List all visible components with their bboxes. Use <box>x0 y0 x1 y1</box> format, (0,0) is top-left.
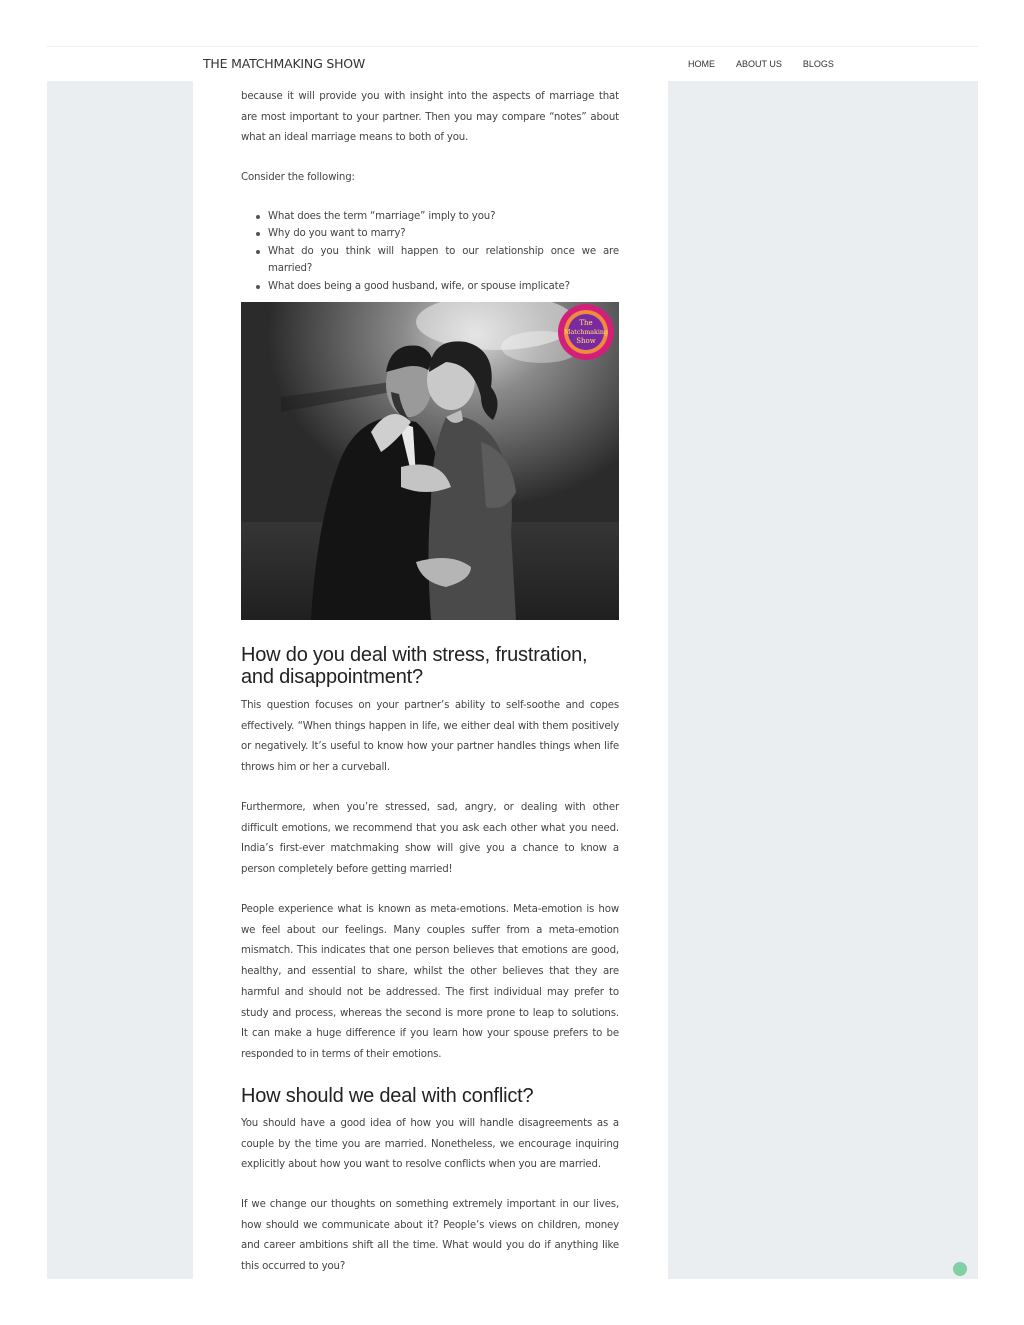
conflict-paragraph-1: You should have a good idea of how you will handle disagreements as a couple by the time you are married. Nonetheless, we encourage inquiring explicitly about how you want to resolve conflicts when you are married. <box>241 1118 619 1171</box>
conflict-paragraph-2: If we change our thoughts on something extremely important in our lives, how should we communicate about it? People’s views on children, money and career ambitions shift all the time. What would you do if anything like this occurred to you? <box>241 1199 619 1273</box>
stress-paragraph-3: People experience what is known as meta-emotions. Meta-emotion is how we feel about our feelings. Many couples suffer from a meta-emotion mismatch. This indicates that one person believes that emotions are good, healthy, and essential to share, whilst the other believes that they are harmful and should not be addressed. The first individual may prefer to study and process, whereas the second is more prone to leap to solutions. It can make a huge difference if you learn how your spouse prefers to be responded to in terms of their emotions. <box>241 904 619 1060</box>
list-item: What does being a good husband, wife, or spouse implicate? <box>241 278 619 295</box>
main-nav <box>688 59 855 69</box>
intro-paragraph: because it will provide you with insight into the aspects of marriage that are most important to your partner. Then you may compare “notes” about what an ideal marriage means to both of you. <box>241 91 619 144</box>
consider-label: Consider the following: <box>241 172 355 183</box>
couple-photo <box>241 302 619 620</box>
nav-blogs[interactable]: BLOGS <box>802 59 834 69</box>
stress-paragraph-1: This question focuses on your partner’s ability to self-soothe and copes effectively. “When things happen in life, we either deal with them positively or negatively. It’s useful to know how your partner handles things when life throws him or her a curveball. <box>241 700 619 774</box>
nav-home[interactable]: HOME <box>688 59 715 69</box>
scroll-to-top-button[interactable] <box>953 1262 967 1276</box>
list-item: What does the term “marriage” imply to you? <box>241 208 619 225</box>
list-item: What do you think will happen to our relationship once we are married? <box>241 243 619 278</box>
svg-text:Show: Show <box>576 337 596 345</box>
stress-paragraph-2: Furthermore, when you’re stressed, sad, angry, or dealing with other difficult emotions, we recommend that you ask each other what you need. India’s first-ever matchmaking show will give you a chance to know a person completely before getting married! <box>241 802 619 876</box>
site-title[interactable]: THE MATCHMAKING SHOW <box>203 56 366 71</box>
section-heading-conflict: How should we deal with conflict? <box>241 1085 534 1107</box>
matchmaking-show-logo <box>558 304 614 360</box>
section-heading-stress: How do you deal with stress, frustration, and disappointment? <box>241 644 588 688</box>
svg-text:Matchmaking: Matchmaking <box>564 329 608 336</box>
questions-list <box>241 208 619 295</box>
list-item: Why do you want to marry? <box>241 225 619 242</box>
svg-text:The: The <box>579 319 593 327</box>
site-header <box>47 46 978 81</box>
page-frame <box>47 46 978 1279</box>
content-column <box>193 46 668 1279</box>
nav-about-us[interactable]: ABOUT US <box>736 59 782 69</box>
